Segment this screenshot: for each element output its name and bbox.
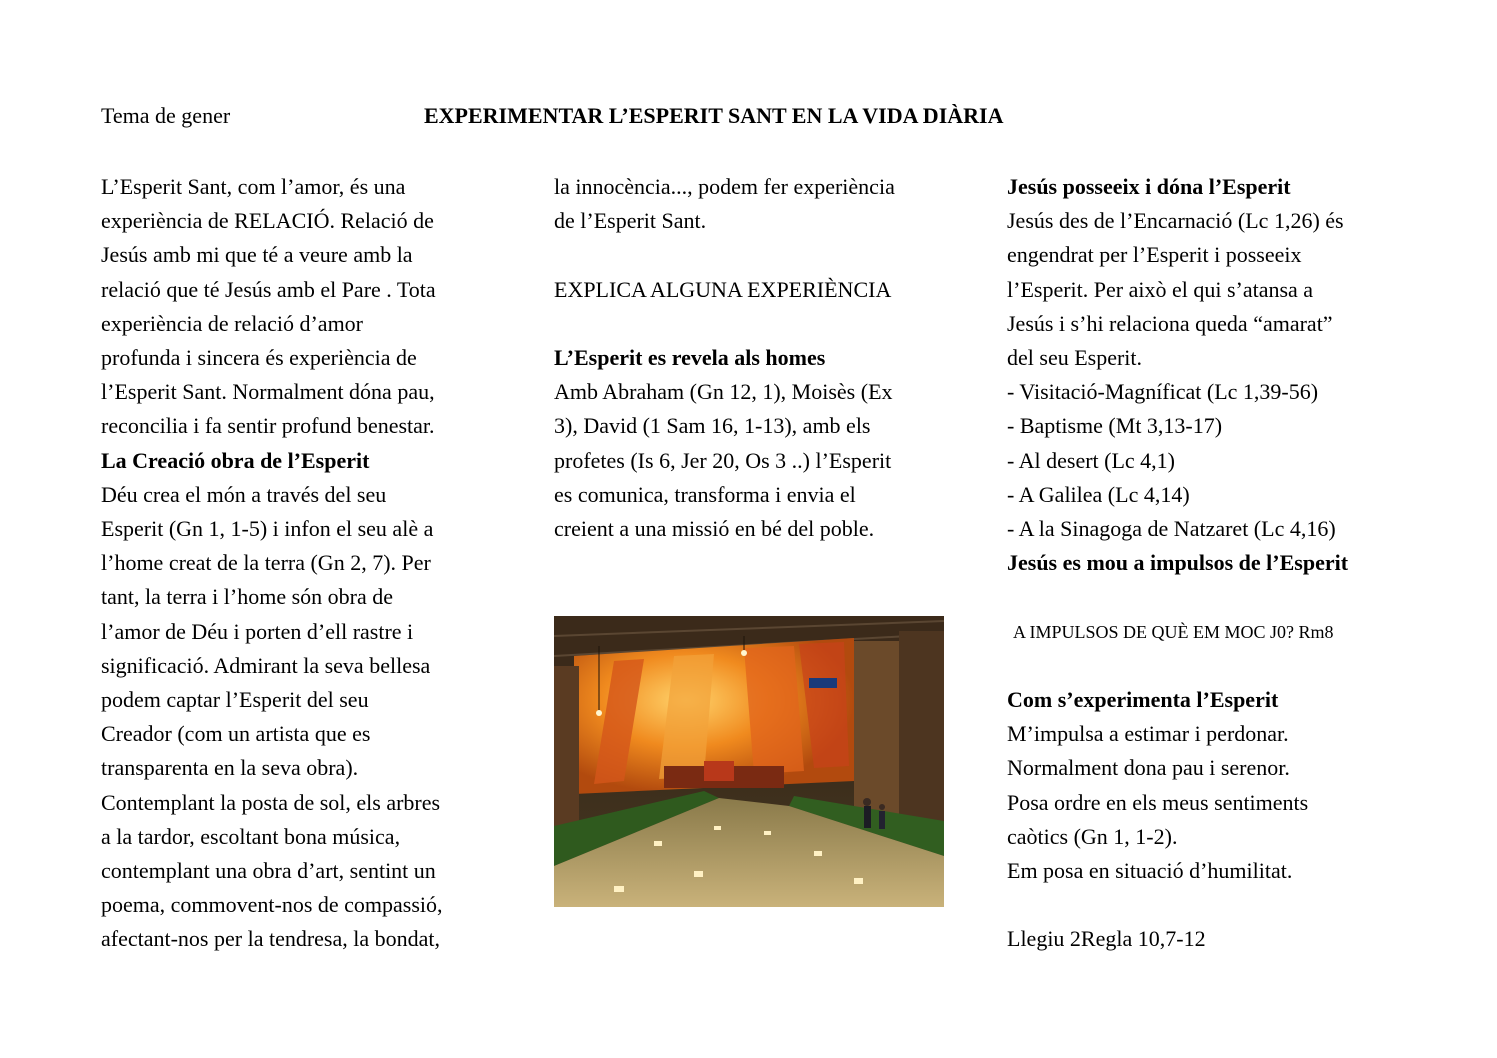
blank-line [554, 307, 954, 341]
text-line: Jesús amb mi que té a veure amb la [101, 242, 413, 268]
text-line: del seu Esperit. [1007, 345, 1143, 371]
text-line: profunda i sincera és experiència de [101, 345, 417, 371]
text-line: l’Esperit. Per això el qui s’atansa a [1007, 276, 1314, 302]
text-line: Jesús des de l’Encarnació (Lc 1,26) és [1007, 208, 1344, 234]
church-interior-photo [554, 616, 944, 907]
text-line: Jesús i s’hi relaciona queda “amarat” [1007, 310, 1333, 336]
page-title: EXPERIMENTAR L’ESPERIT SANT EN LA VIDA DIÀRIA [424, 103, 1004, 128]
text-line: Contemplant la posta de sol, els arbres [101, 789, 441, 815]
text-line: profetes (Is 6, Jer 20, Os 3 ..) l’Esperit [554, 447, 892, 473]
header-topic: Tema de gener [101, 103, 231, 128]
text-line: Em posa en situació d’humilitat. [1007, 858, 1293, 884]
text-line: Normalment dona pau i serenor. [1007, 755, 1290, 781]
text-line: la innocència..., podem fer experiència [554, 174, 895, 199]
text-line: Déu crea el món a través del seu [101, 481, 387, 507]
explica-prompt: EXPLICA ALGUNA EXPERIÈNCIA [554, 276, 892, 302]
text-line: l’amor de Déu i porten d’ell rastre i [101, 618, 414, 644]
list-item: - Baptisme (Mt 3,13-17) [1007, 413, 1223, 439]
list-item: - Al desert (Lc 4,1) [1007, 447, 1175, 473]
text-line: L’Esperit Sant, com l’amor, és una [101, 174, 406, 199]
column-2 [554, 170, 954, 546]
text-line: contemplant una obra d’art, sentint un [101, 858, 436, 884]
text-line: es comunica, transforma i envia el [554, 481, 856, 507]
section-heading-revela: L’Esperit es revela als homes [554, 344, 826, 370]
blank-line [1007, 580, 1427, 614]
column-1 [101, 170, 501, 957]
section-heading-com: Com s’experimenta l’Esperit [1007, 687, 1279, 713]
section-heading-creacio: La Creació obra de l’Esperit [101, 447, 370, 473]
text-line: Creador (com un artista que es [101, 721, 371, 747]
list-item: - A la Sinagoga de Natzaret (Lc 4,16) [1007, 516, 1336, 542]
text-line: 3), David (1 Sam 16, 1-13), amb els [554, 413, 871, 439]
text-line: experiència de RELACIÓ. Relació de [101, 208, 434, 234]
text-line: engendrat per l’Esperit i posseeix [1007, 242, 1302, 268]
text-line: experiència de relació d’amor [101, 310, 364, 336]
list-item: - A Galilea (Lc 4,14) [1007, 481, 1190, 507]
text-line: podem captar l’Esperit del seu [101, 687, 369, 713]
text-line: afectant-nos per la tendresa, la bondat, [101, 926, 441, 952]
blank-line [1007, 888, 1427, 922]
text-line: Posa ordre en els meus sentiments [1007, 789, 1309, 815]
text-line: caòtics (Gn 1, 1-2). [1007, 823, 1178, 849]
column-3 [1007, 170, 1427, 957]
section-heading-posseeix: Jesús posseeix i dóna l’Esperit [1007, 174, 1291, 199]
text-line: tant, la terra i l’home són obra de [101, 584, 394, 610]
blank-line [554, 238, 954, 272]
text-line: relació que té Jesús amb el Pare . Tota [101, 276, 436, 302]
list-item: - Visitació-Magníficat (Lc 1,39-56) [1007, 379, 1319, 405]
text-line: a la tardor, escoltant bona música, [101, 823, 401, 849]
text-line: l’Esperit Sant. Normalment dóna pau, [101, 379, 435, 405]
section-heading-impulsos: Jesús es mou a impulsos de l’Esperit [1007, 550, 1349, 576]
text-line: poema, commovent-nos de compassió, [101, 892, 443, 918]
text-line: Esperit (Gn 1, 1-5) i infon el seu alè a [101, 516, 434, 542]
reading-reference: Llegiu 2Regla 10,7-12 [1007, 926, 1206, 952]
text-line: reconcilia i fa sentir profund benestar. [101, 413, 435, 439]
text-line: l’home creat de la terra (Gn 2, 7). Per [101, 550, 431, 576]
text-line: Amb Abraham (Gn 12, 1), Moisès (Ex [554, 379, 893, 405]
text-line: de l’Esperit Sant. [554, 208, 707, 234]
text-line: M’impulsa a estimar i perdonar. [1007, 721, 1289, 747]
text-line: transparenta en la seva obra). [101, 755, 359, 781]
blank-line [1007, 649, 1427, 683]
text-line: creient a una missió en bé del poble. [554, 516, 875, 541]
impulsos-question: A IMPULSOS DE QUÈ EM MOC J0? Rm8 [1013, 621, 1334, 642]
text-line: significació. Admirant la seva bellesa [101, 652, 431, 678]
